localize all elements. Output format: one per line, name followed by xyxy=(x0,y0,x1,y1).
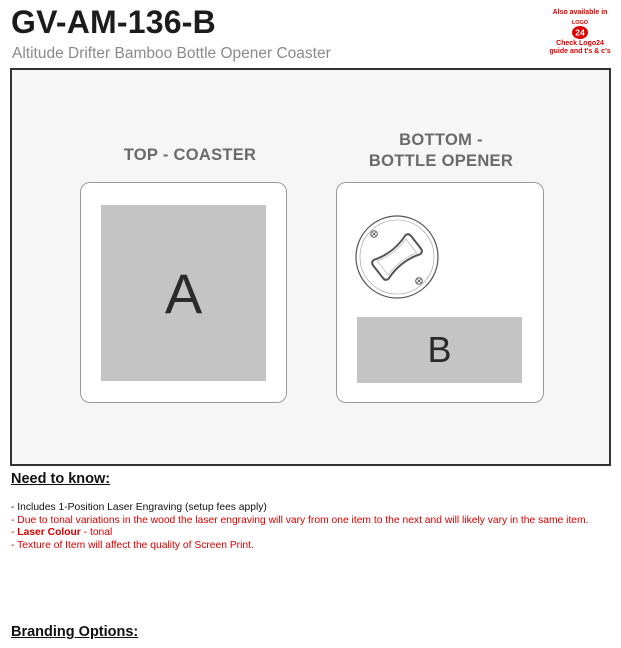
screw-icon xyxy=(416,278,423,285)
top-coaster-heading: TOP - COASTER xyxy=(123,146,257,164)
branding-diagram-frame xyxy=(10,68,611,466)
badge-line-check: Check Logo24 xyxy=(556,40,604,47)
branding-options-heading: Branding Options: xyxy=(11,624,139,640)
screw-icon xyxy=(371,231,378,238)
note-dash: - xyxy=(11,527,18,539)
badge-line-available: Also available in xyxy=(552,9,608,16)
product-name: Altitude Drifter Bamboo Bottle Opener Coaster xyxy=(12,45,331,62)
bottom-opener-heading xyxy=(332,130,550,172)
print-area-b: B xyxy=(357,317,522,383)
need-to-know-heading: Need to know: xyxy=(11,471,111,487)
note-engraving-included: - Includes 1-Position Laser Engraving (setup fees apply) xyxy=(11,502,267,513)
logo24-badge xyxy=(539,9,621,56)
product-code: GV-AM-136-B xyxy=(11,4,216,40)
bottom-heading-line1: BOTTOM - xyxy=(399,131,483,149)
logo-top-text: LOGO xyxy=(571,20,589,26)
logo-number-text: 24 xyxy=(575,27,585,38)
laser-colour-value: - tonal xyxy=(80,527,113,539)
coaster-bottom-view xyxy=(336,182,544,403)
print-area-a: A xyxy=(101,205,266,381)
bottom-heading-line2: BOTTLE OPENER xyxy=(368,152,514,170)
note-laser-colour xyxy=(11,527,611,540)
bottle-opener-icon xyxy=(353,213,441,301)
badge-line-guide: guide and t's & c's xyxy=(549,48,611,55)
note-tonal-variations: - Due to tonal variations in the wood the laser engraving will vary from one item to the next and will likely vary in the same item. xyxy=(11,514,589,526)
need-to-know-notes xyxy=(11,502,611,552)
laser-colour-label: Laser Colour xyxy=(17,527,81,539)
note-texture: - Texture of Item will affect the quality of Screen Print. xyxy=(11,539,254,551)
logo24-icon xyxy=(565,18,595,40)
coaster-top-view xyxy=(80,182,287,403)
